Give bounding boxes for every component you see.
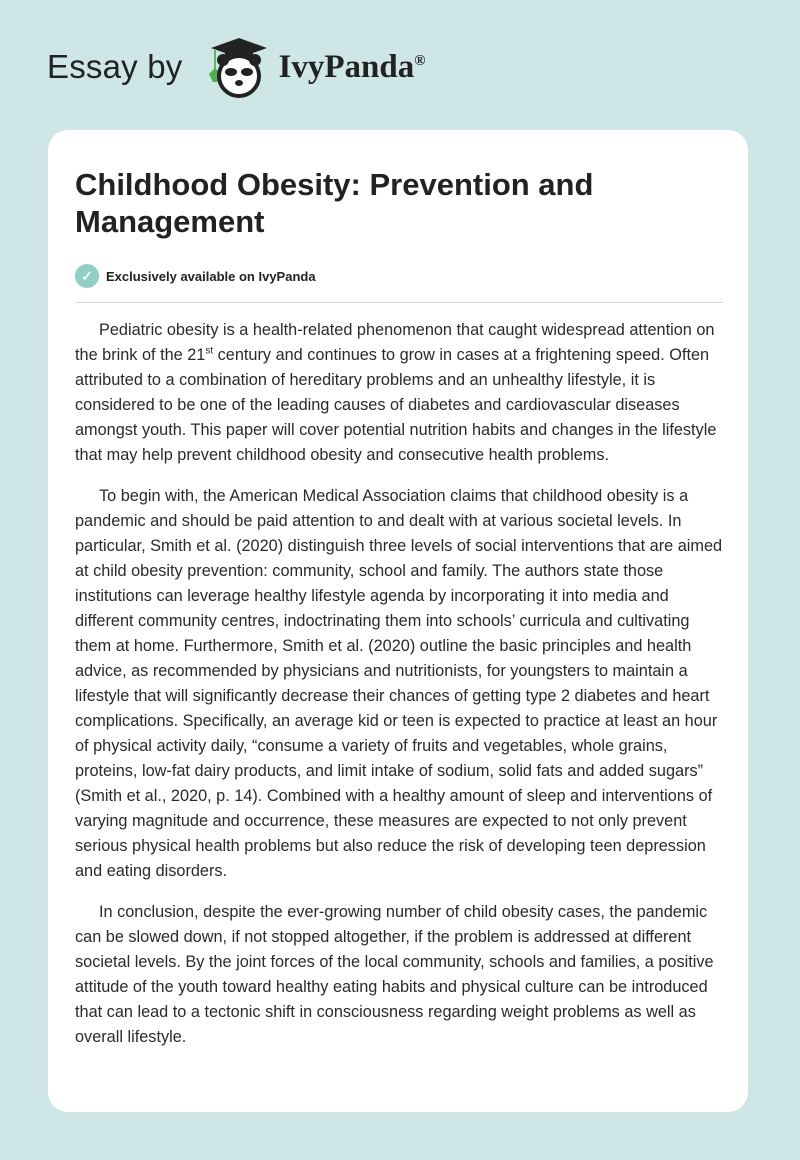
essay-body bbox=[75, 318, 725, 1066]
divider bbox=[75, 302, 723, 303]
page-title: Childhood Obesity: Prevention and Management bbox=[75, 167, 594, 239]
paragraph-2: To begin with, the American Medical Association claims that childhood obesity is a pandemic and should be paid attention to and dealt with at various societal levels. In particular, Smith et al. (2020) distinguish three levels of social interventions that are aimed at child obesity prevention: community, school and family. The authors state those institutions can leverage healthy lifestyle agenda by incorporating it into media and different community centres, indoctrinating them into schools’ curricula and cultivating them at home. Furthermore, Smith et al. (2020) outline the basic principles and health advice, as recommended by physicians and nutritionists, for youngsters to maintain a lifestyle that will significantly decrease their chances of getting type 2 diabetes and heart complications. Specifically, an average kid or teen is expected to practice at least an hour of physical activity daily, “consume a variety of fruits and vegetables, whole grains, proteins, low-fat dairy products, and limit intake of sodium, solid fats and added sugars” (Smith et al., 2020, p. 14). Combined with a healthy amount of sleep and interventions of varying magnitude and occurrence, these measures are expected to not only prevent serious physical health problems but also reduce the risk of developing teen depression and eating disorders. bbox=[75, 487, 723, 880]
paragraph-1: Pediatric obesity is a health-related phenomenon that caught widespread attention on the brink of the 21st century and continues to grow in cases at a frightening speed. Often attributed to a combination of hereditary problems and an unhealthy lifestyle, it is considered to be one of the leading causes of diabetes and cardiovascular diseases amongst youth. This paper will cover potential nutrition habits and changes in the lifestyle that may help prevent childhood obesity and consecutive health problems. bbox=[75, 321, 717, 464]
exclusive-badge bbox=[75, 264, 316, 288]
badge-label: Exclusively available on IvyPanda bbox=[106, 268, 316, 284]
brand-name: IvyPanda® bbox=[278, 48, 426, 85]
essay-card bbox=[48, 130, 748, 1112]
essay-by-label: Essay by bbox=[47, 48, 183, 85]
paragraph-3: In conclusion, despite the ever-growing number of child obesity cases, the pandemic can be slowed down, if not stopped altogether, if the problem is addressed at different societal levels. By the joint forces of the local community, schools and families, a positive attitude of the youth toward healthy eating habits and physical culture can be introduced that can lead to a tectonic shift in consciousness regarding weight problems as well as overall lifestyle. bbox=[75, 903, 714, 1046]
site-header bbox=[47, 36, 425, 98]
check-icon: ✓ bbox=[75, 264, 99, 288]
ivypanda-logo-icon[interactable] bbox=[201, 34, 271, 100]
